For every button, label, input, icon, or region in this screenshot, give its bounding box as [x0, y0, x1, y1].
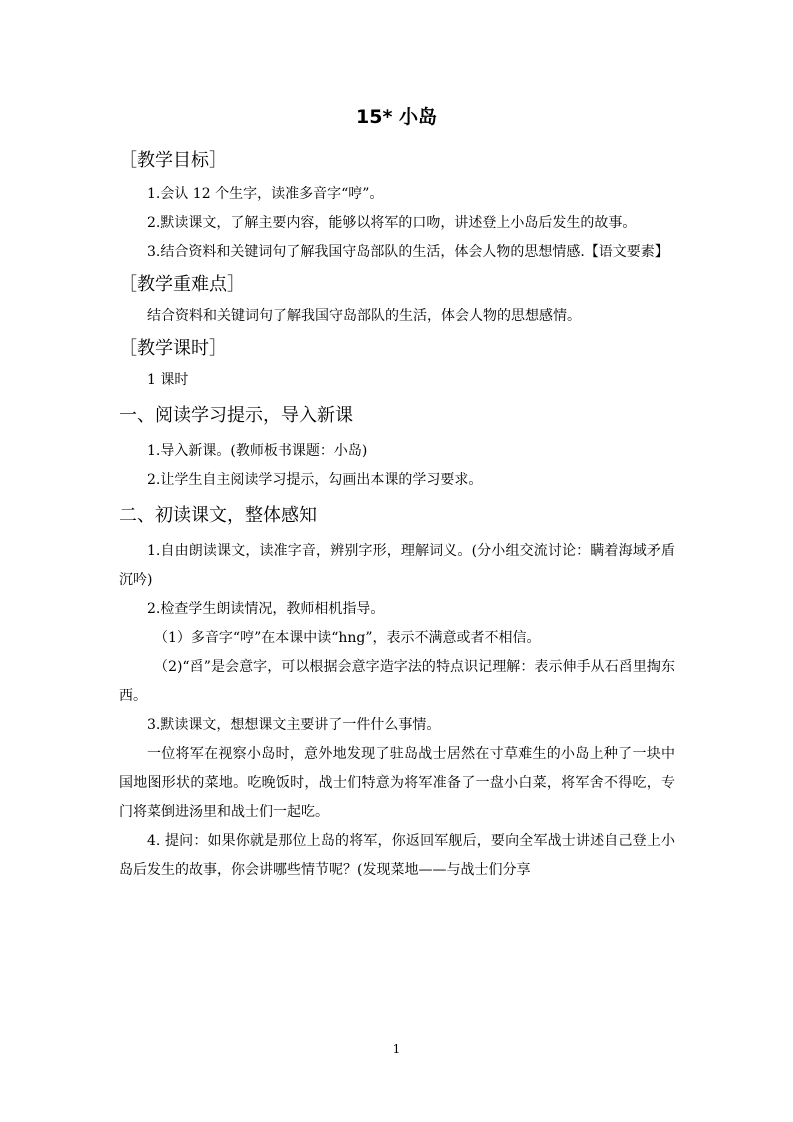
section-heading-key-points: ［教学重难点］: [119, 274, 245, 295]
part2-item-4: 4. 提问：如果你就是那位上岛的将军，你返回军舰后，要向全军战士讲述自己登上小岛后发生的故事，你会讲哪些情节呢？(发现菜地——与战士们分享: [119, 833, 675, 878]
section-heading-hours: ［教学课时］: [119, 338, 227, 359]
page-number: 1: [392, 1042, 401, 1056]
part2-summary: 一位将军在视察小岛时，意外地发现了驻岛战士居然在寸草难生的小岛上种了一块中国地图形状的菜地。吃晚饭时，战士们特意为将军准备了一盘小白菜，将军舍不得吃，专门将菜倒进汤里和战士们一起吃。: [119, 746, 675, 820]
lesson-title: 15* 小岛: [356, 106, 437, 128]
part1-item-2: 2.让学生自主阅读学习提示，勾画出本课的学习要求。: [147, 472, 483, 488]
part1-item-1: 1.导入新课。(教师板书课题：小岛): [147, 443, 368, 459]
section-heading-goals: ［教学目标］: [119, 150, 227, 171]
hours-text: 1 课时: [147, 372, 189, 388]
goal-item-2: 2.默读课文，了解主要内容，能够以将军的口吻，讲述登上小岛后发生的故事。: [147, 215, 637, 231]
document-body: [119, 144, 675, 885]
goal-item-3: 3.结合资料和关键词句了解我国守岛部队的生活，体会人物的思想情感.【语文要素】: [147, 244, 669, 260]
part1-heading: 一、阅读学习提示，导入新课: [119, 405, 353, 426]
part2-sub-item-2: （2)“舀”是会意字，可以根据会意字造字法的特点识记理解：表示伸手从石舀里掏东西。: [119, 659, 675, 704]
part2-item-1: 1.自由朗读课文，读准字音，辨别字形，理解词义。(分小组交流讨论：瞒着海域矛盾沉吟): [119, 543, 675, 588]
part2-heading: 二、初读课文，整体感知: [119, 505, 317, 526]
key-points-text: 结合资料和关键词句了解我国守岛部队的生活，体会人物的思想感情。: [147, 308, 581, 324]
part2-item-2: 2.检查学生朗读情况，教师相机指导。: [147, 601, 385, 617]
goal-item-1: 1.会认 12 个生字，读准多音字“哼”。: [147, 186, 384, 202]
part2-item-3: 3.默读课文，想想课文主要讲了一件什么事情。: [147, 717, 441, 733]
part2-sub-item-1: （1）多音字“哼”在本课中读“hng”，表示不满意或者不相信。: [154, 630, 541, 646]
